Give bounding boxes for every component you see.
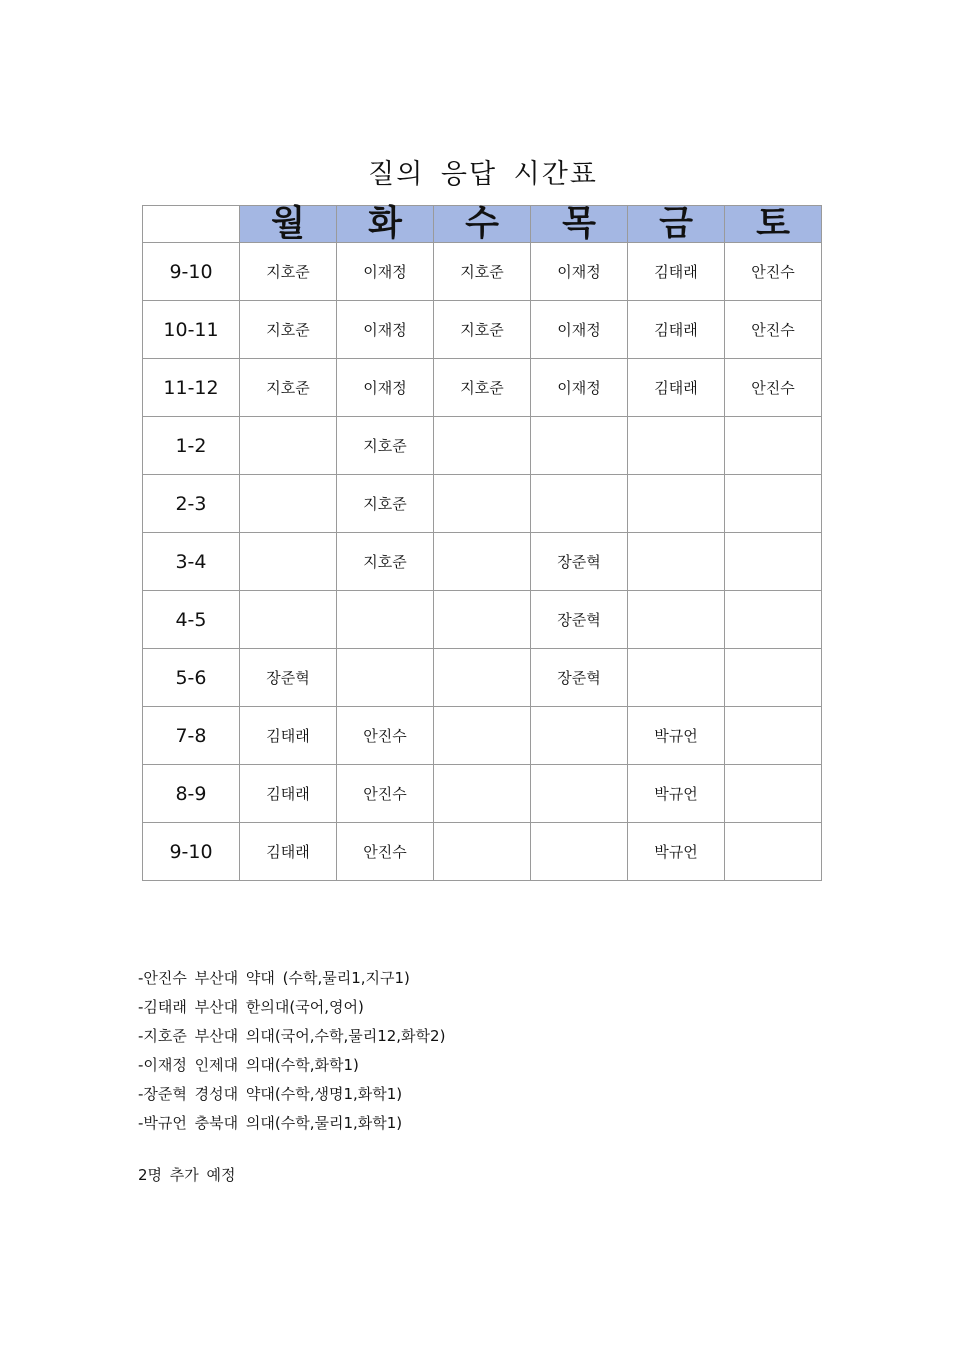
table-row <box>143 475 822 533</box>
schedule-cell: 장준혁 <box>531 533 628 591</box>
schedule-cell: 김태래 <box>628 301 725 359</box>
schedule-cell: 김태래 <box>628 243 725 301</box>
note-line: -안진수 부산대 약대 (수학,물리1,지구1) <box>138 969 410 987</box>
header-row <box>143 206 822 243</box>
page-title: 질의 응답 시간표 <box>368 159 598 190</box>
time-slot-cell: 8-9 <box>143 765 240 823</box>
schedule-cell <box>628 649 725 707</box>
time-slot-cell: 3-4 <box>143 533 240 591</box>
day-header-tue: 화 <box>337 206 434 243</box>
schedule-cell <box>725 591 822 649</box>
schedule-cell <box>434 475 531 533</box>
schedule-cell: 장준혁 <box>531 649 628 707</box>
schedule-cell <box>434 533 531 591</box>
time-slot-cell: 4-5 <box>143 591 240 649</box>
schedule-cell: 안진수 <box>337 765 434 823</box>
table-row <box>143 823 822 881</box>
schedule-cell <box>337 591 434 649</box>
schedule-cell: 지호준 <box>434 243 531 301</box>
schedule-cell <box>531 823 628 881</box>
schedule-cell: 안진수 <box>725 301 822 359</box>
schedule-cell <box>725 417 822 475</box>
schedule-cell: 장준혁 <box>531 591 628 649</box>
schedule-cell <box>240 417 337 475</box>
schedule-cell: 이재정 <box>531 301 628 359</box>
schedule-cell: 박규언 <box>628 823 725 881</box>
schedule-cell: 지호준 <box>240 359 337 417</box>
schedule-cell: 박규언 <box>628 707 725 765</box>
note-line: -김태래 부산대 한의대(국어,영어) <box>138 998 364 1016</box>
note-line: -박규언 충북대 의대(수학,물리1,화학1) <box>138 1114 403 1132</box>
time-slot-cell: 9-10 <box>143 243 240 301</box>
schedule-cell <box>531 765 628 823</box>
schedule-cell: 이재정 <box>531 243 628 301</box>
table-row <box>143 533 822 591</box>
day-header-fri: 금 <box>628 206 725 243</box>
schedule-cell <box>434 649 531 707</box>
day-header-thu: 목 <box>531 206 628 243</box>
schedule-cell <box>531 475 628 533</box>
time-slot-cell: 5-6 <box>143 649 240 707</box>
schedule-cell <box>628 591 725 649</box>
schedule-cell <box>628 475 725 533</box>
schedule-cell: 박규언 <box>628 765 725 823</box>
table-row <box>143 243 822 301</box>
schedule-cell <box>434 823 531 881</box>
schedule-cell <box>725 707 822 765</box>
table-row <box>143 359 822 417</box>
schedule-cell <box>434 417 531 475</box>
schedule-cell: 이재정 <box>337 359 434 417</box>
schedule-cell <box>725 823 822 881</box>
schedule-cell <box>628 417 725 475</box>
note-line: -지호준 부산대 의대(국어,수학,물리12,화학2) <box>138 1027 446 1045</box>
schedule-cell <box>240 591 337 649</box>
day-header-mon: 월 <box>240 206 337 243</box>
schedule-cell: 이재정 <box>531 359 628 417</box>
table-row <box>143 765 822 823</box>
note-line: -이재정 인제대 의대(수학,화학1) <box>138 1056 359 1074</box>
table-row <box>143 591 822 649</box>
schedule-cell: 지호준 <box>337 475 434 533</box>
schedule-cell: 이재정 <box>337 301 434 359</box>
time-slot-cell: 7-8 <box>143 707 240 765</box>
schedule-cell <box>725 649 822 707</box>
note-line: -장준혁 경성대 약대(수학,생명1,화학1) <box>138 1085 403 1103</box>
time-slot-cell: 11-12 <box>143 359 240 417</box>
table-row <box>143 707 822 765</box>
schedule-table <box>142 205 822 881</box>
table-row <box>143 417 822 475</box>
schedule-cell: 김태래 <box>628 359 725 417</box>
schedule-cell: 김태래 <box>240 823 337 881</box>
day-header-sat: 토 <box>725 206 822 243</box>
schedule-cell: 장준혁 <box>240 649 337 707</box>
schedule-cell <box>434 591 531 649</box>
schedule-cell <box>725 533 822 591</box>
schedule-cell: 안진수 <box>725 243 822 301</box>
schedule-cell: 안진수 <box>337 823 434 881</box>
schedule-cell: 지호준 <box>240 301 337 359</box>
schedule-cell <box>337 649 434 707</box>
schedule-cell: 안진수 <box>337 707 434 765</box>
extra-note: 2명 추가 예정 <box>138 1166 236 1184</box>
schedule-cell: 이재정 <box>337 243 434 301</box>
schedule-cell <box>434 707 531 765</box>
tutor-notes <box>138 964 445 1138</box>
schedule-cell <box>725 475 822 533</box>
schedule-cell <box>628 533 725 591</box>
schedule-cell: 안진수 <box>725 359 822 417</box>
day-header-wed: 수 <box>434 206 531 243</box>
time-slot-cell: 1-2 <box>143 417 240 475</box>
schedule-cell <box>531 417 628 475</box>
schedule-cell: 지호준 <box>337 533 434 591</box>
table-row <box>143 649 822 707</box>
schedule-cell: 지호준 <box>434 359 531 417</box>
schedule-cell: 지호준 <box>337 417 434 475</box>
schedule-cell: 김태래 <box>240 707 337 765</box>
time-slot-cell: 9-10 <box>143 823 240 881</box>
schedule-cell <box>531 707 628 765</box>
schedule-cell <box>240 533 337 591</box>
schedule-cell: 지호준 <box>240 243 337 301</box>
corner-cell <box>143 206 240 243</box>
time-slot-cell: 10-11 <box>143 301 240 359</box>
time-slot-cell: 2-3 <box>143 475 240 533</box>
schedule-cell: 김태래 <box>240 765 337 823</box>
table-row <box>143 301 822 359</box>
schedule-cell <box>725 765 822 823</box>
schedule-cell <box>240 475 337 533</box>
schedule-cell <box>434 765 531 823</box>
schedule-cell: 지호준 <box>434 301 531 359</box>
